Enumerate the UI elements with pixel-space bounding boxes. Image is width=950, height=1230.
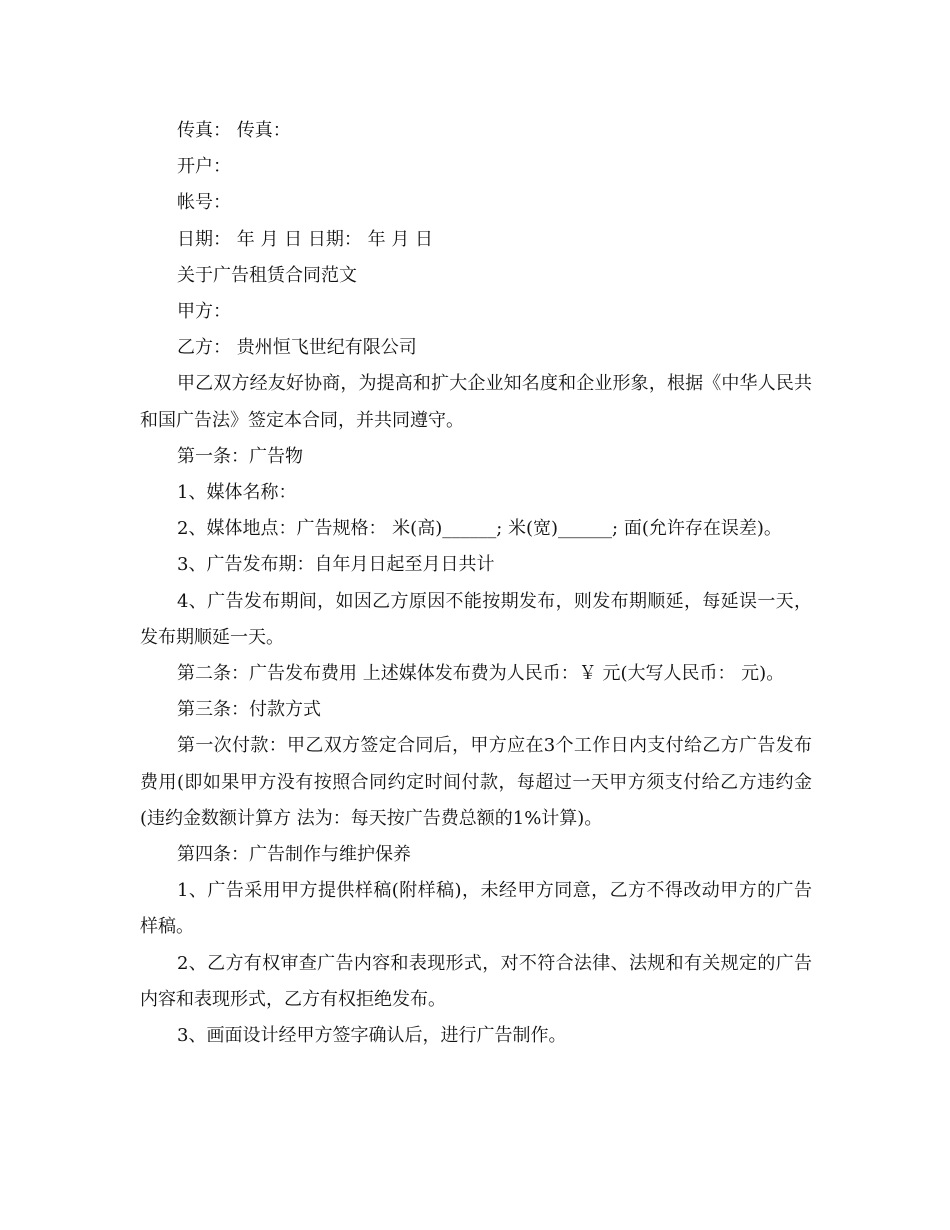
party-a-line: 甲方： bbox=[177, 301, 231, 323]
article-4-heading: 第四条：广告制作与维护保养 bbox=[177, 844, 411, 866]
article-1-item-4: 4、广告发布期间，如因乙方原因不能按期发布，则发布期顺延，每延误一天，发布期顺延一天。 bbox=[140, 590, 812, 648]
account-line: 帐号： bbox=[177, 192, 231, 214]
fax-line: 传真： 传真： bbox=[177, 120, 291, 141]
article-3-first-payment: 第一次付款：甲乙双方签定合同后，甲方应在3个工作日内支付给乙方广告发布费用(即如果甲方没有按照合同约定时间付款，每超过一天甲方须支付给乙方违约金(违约金数额计算方 法为：每天按广告费总额的1%计算)。 bbox=[140, 735, 812, 829]
article-1-item-3: 3、广告发布期：自年月日起至月日共计 bbox=[177, 554, 495, 576]
article-1-item-1: 1、媒体名称： bbox=[177, 482, 297, 504]
article-4-item-1: 1、广告采用甲方提供样稿(附样稿)，未经甲方同意，乙方不得改动甲方的广告样稿。 bbox=[140, 880, 812, 938]
article-1-heading: 第一条：广告物 bbox=[177, 445, 303, 467]
contract-title: 关于广告租赁合同范文 bbox=[177, 264, 357, 286]
preamble-paragraph: 甲乙双方经友好协商，为提高和扩大企业知名度和企业形象，根据《中华人民共和国广告法》签定本合同，并共同遵守。 bbox=[140, 373, 812, 431]
party-b-line: 乙方： 贵州恒飞世纪有限公司 bbox=[177, 337, 417, 359]
bank-line: 开户： bbox=[177, 156, 231, 178]
document-page bbox=[140, 113, 812, 1054]
article-1-item-2: 2、媒体地点：广告规格： 米(高)______; 米(宽)______; 面(允许存在误差)。 bbox=[177, 518, 782, 540]
article-4-item-2: 2、乙方有权审查广告内容和表现形式，对不符合法律、法规和有关规定的广告内容和表现形式，乙方有权拒绝发布。 bbox=[140, 952, 812, 1010]
article-3-heading: 第三条：付款方式 bbox=[177, 699, 321, 721]
article-4-item-3: 3、画面设计经甲方签字确认后，进行广告制作。 bbox=[177, 1025, 567, 1047]
date-line: 日期： 年 月 日 日期： 年 月 日 bbox=[177, 228, 434, 250]
article-2-paragraph: 第二条：广告发布费用 上述媒体发布费为人民币：￥ 元(大写人民币： 元)。 bbox=[177, 663, 785, 685]
